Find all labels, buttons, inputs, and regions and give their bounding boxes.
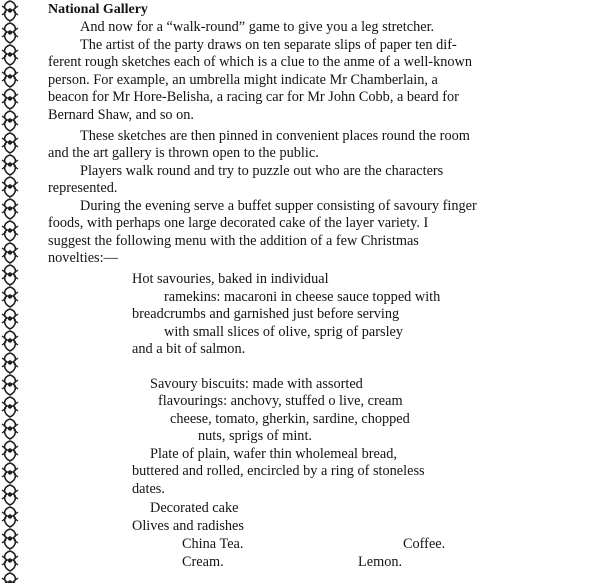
paragraph-line: These sketches are then pinned in convenient places round the room: [80, 128, 470, 144]
article-heading: National Gallery: [48, 2, 148, 17]
paragraph-line: Bernard Shaw, and so on.: [48, 107, 194, 123]
paragraph-line: and the art gallery is thrown open to the public.: [48, 145, 319, 161]
paragraph-line: And now for a “walk-round” game to give you a leg stretcher.: [80, 19, 435, 35]
menu-line: Lemon.: [358, 554, 403, 570]
paragraph-line: represented.: [48, 180, 118, 196]
menu-line: dates.: [132, 481, 165, 497]
menu-line: breadcrumbs and garnished just before serving: [132, 306, 400, 322]
paragraph-line: The artist of the party draws on ten separate slips of paper ten dif-: [80, 37, 457, 53]
menu-line: Savoury biscuits: made with assorted: [150, 376, 363, 392]
paragraph-line: ferent rough sketches each of which is a clue to the anme of a well-known: [48, 54, 472, 70]
paragraph-line: beacon for Mr Hore-Belisha, a racing car for Mr John Cobb, a beard for: [48, 89, 459, 105]
paragraph-line: foods, with perhaps one large decorated cake of the layer variety. I: [48, 215, 429, 231]
menu-line: Coffee.: [403, 536, 446, 552]
menu-line: China Tea.: [182, 536, 244, 552]
paragraph-line: Players walk round and try to puzzle out who are the characters: [80, 163, 444, 179]
menu-line: and a bit of salmon.: [132, 341, 246, 357]
paragraph-line: person. For example, an umbrella might indicate Mr Chamberlain, a: [48, 72, 438, 88]
menu-line: with small slices of olive, sprig of parsley: [164, 324, 404, 340]
ornament-border-icon: [0, 0, 20, 583]
paragraph-line: novelties:—: [48, 250, 118, 266]
paragraph-line: suggest the following menu with the addition of a few Christmas: [48, 233, 419, 249]
menu-line: Olives and radishes: [132, 518, 244, 534]
menu-line: Cream.: [182, 554, 224, 570]
menu-line: nuts, sprigs of mint.: [198, 428, 312, 444]
menu-line: Decorated cake: [150, 500, 239, 516]
menu-line: Hot savouries, baked in individual: [132, 271, 329, 287]
menu-line: flavourings: anchovy, stuffed o live, cream: [158, 393, 403, 409]
menu-line: cheese, tomato, gherkin, sardine, chopped: [170, 411, 410, 427]
menu-line: Plate of plain, wafer thin wholemeal bread,: [150, 446, 397, 462]
decorative-border: [0, 0, 20, 583]
menu-line: ramekins: macaroni in cheese sauce topped with: [164, 289, 441, 305]
article: [48, 0, 600, 583]
menu-line: buttered and rolled, encircled by a ring of stoneless: [132, 463, 425, 479]
paragraph-line: During the evening serve a buffet supper consisting of savoury finger: [80, 198, 477, 214]
